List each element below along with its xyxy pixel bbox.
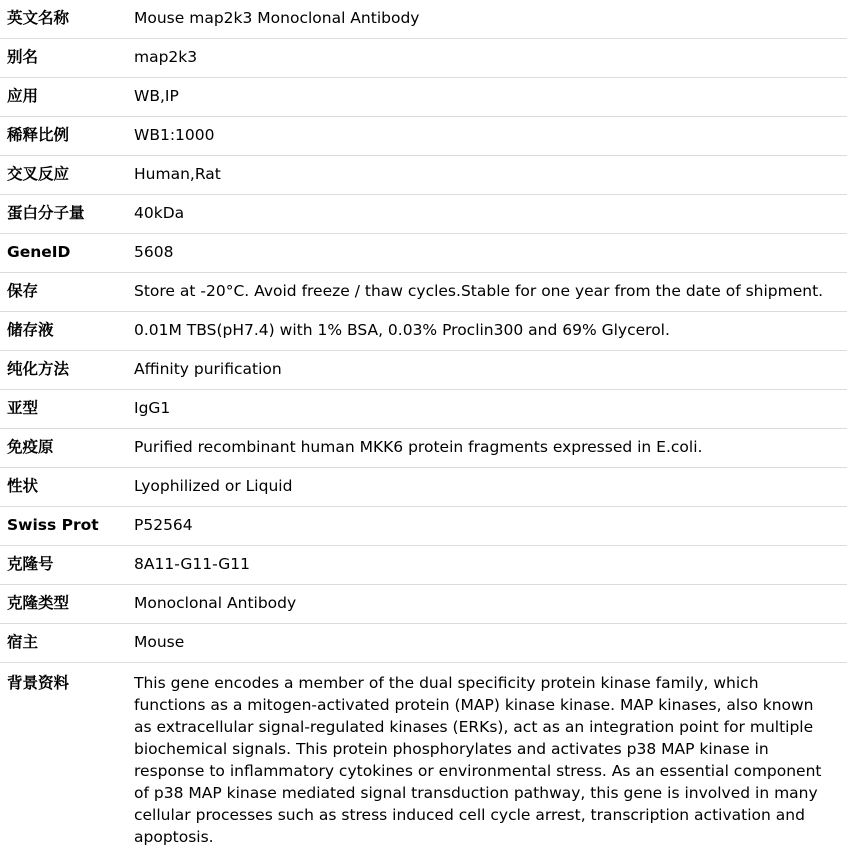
spec-row-application xyxy=(0,78,847,117)
background-text: This gene encodes a member of the dual specificity protein kinase family, which functions as a mitogen-activated protein (MAP) kinase kinase. MAP kinases, also known as extracellular signal-regulated kinases (ERKs), act as an integration point for multiple biochemical signals. This protein phosphorylates and activates p38 MAP kinase in response to inflammatory cytokines or environmental stress. As an essential component of p38 MAP kinase mediated signal transduction pathway, this gene is involved in many cellular processes such as stress induced cell cycle arrest, transcription activation and apoptosis. xyxy=(134,672,829,848)
row-label: 纯化方法 xyxy=(0,351,134,390)
row-value: Store at -20°C. Avoid freeze / thaw cycles.Stable for one year from the date of shipment. xyxy=(134,273,847,312)
row-value: WB1:1000 xyxy=(134,117,847,156)
spec-row-dilution xyxy=(0,117,847,156)
row-label: 交叉反应 xyxy=(0,156,134,195)
row-value: Human,Rat xyxy=(134,156,847,195)
row-label: 免疫原 xyxy=(0,429,134,468)
row-label: 宿主 xyxy=(0,624,134,663)
row-value: IgG1 xyxy=(134,390,847,429)
row-label: 蛋白分子量 xyxy=(0,195,134,234)
spec-row-gene-id xyxy=(0,234,847,273)
row-label: 别名 xyxy=(0,39,134,78)
spec-row-clone-type xyxy=(0,585,847,624)
row-label: 储存液 xyxy=(0,312,134,351)
spec-row-purification xyxy=(0,351,847,390)
row-label: 稀释比例 xyxy=(0,117,134,156)
row-value: P52564 xyxy=(134,507,847,546)
row-label: 克隆号 xyxy=(0,546,134,585)
spec-row-english-name xyxy=(0,0,847,39)
spec-row-storage xyxy=(0,273,847,312)
row-label: 性状 xyxy=(0,468,134,507)
row-label: 亚型 xyxy=(0,390,134,429)
spec-row-host xyxy=(0,624,847,663)
row-value: 8A11-G11-G11 xyxy=(134,546,847,585)
row-value: 0.01M TBS(pH7.4) with 1% BSA, 0.03% Proclin300 and 69% Glycerol. xyxy=(134,312,847,351)
row-value: Lyophilized or Liquid xyxy=(134,468,847,507)
row-value: 5608 xyxy=(134,234,847,273)
spec-row-swiss-prot xyxy=(0,507,847,546)
row-value: Mouse xyxy=(134,624,847,663)
spec-row-isotype xyxy=(0,390,847,429)
spec-row-form xyxy=(0,468,847,507)
row-value: WB,IP xyxy=(134,78,847,117)
row-label: Swiss Prot xyxy=(0,507,134,546)
row-value: Purified recombinant human MKK6 protein fragments expressed in E.coli. xyxy=(134,429,847,468)
row-value: 40kDa xyxy=(134,195,847,234)
row-value: map2k3 xyxy=(134,39,847,78)
row-label: 英文名称 xyxy=(0,0,134,39)
row-label: 保存 xyxy=(0,273,134,312)
spec-row-background xyxy=(0,663,847,852)
row-label: 应用 xyxy=(0,78,134,117)
row-value: Mouse map2k3 Monoclonal Antibody xyxy=(134,0,847,39)
row-label: GeneID xyxy=(0,234,134,273)
spec-row-storage-buffer xyxy=(0,312,847,351)
row-value: Affinity purification xyxy=(134,351,847,390)
row-value: Monoclonal Antibody xyxy=(134,585,847,624)
spec-row-alias xyxy=(0,39,847,78)
row-label: 背景资料 xyxy=(0,663,134,852)
spec-row-molecular-weight xyxy=(0,195,847,234)
spec-row-immunogen xyxy=(0,429,847,468)
spec-row-clone-number xyxy=(0,546,847,585)
row-label: 克隆类型 xyxy=(0,585,134,624)
spec-row-cross-reactivity xyxy=(0,156,847,195)
